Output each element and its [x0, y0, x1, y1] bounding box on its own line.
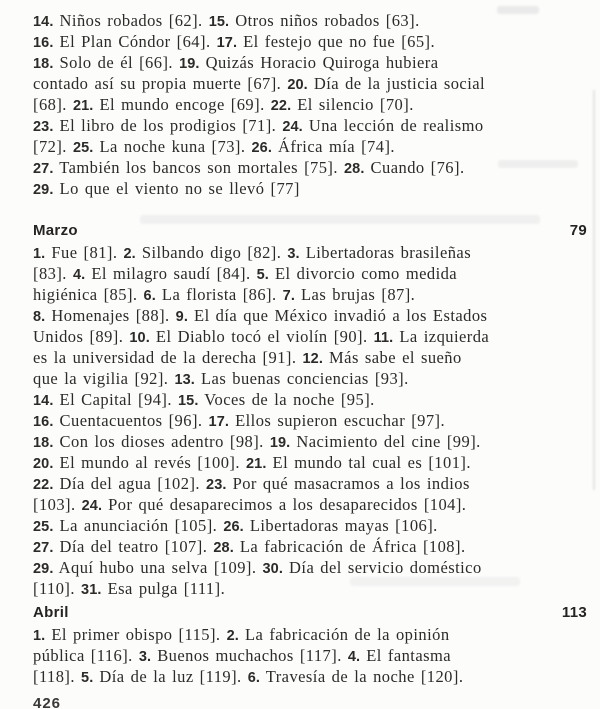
- month-page-number: 79: [569, 222, 587, 239]
- toc-content: [33, 11, 587, 709]
- toc-line: 16. El Plan Cóndor [64]. 17. El festejo que no fue [65].: [33, 32, 436, 51]
- toc-line: Unidos [89]. 10. El Diablo tocó el violín [90]. 11. La izquierda: [33, 327, 490, 346]
- toc-line: 14. El Capital [94]. 15. Voces de la noche [95].: [33, 390, 375, 409]
- month-heading-row: [33, 221, 587, 241]
- toc-line: [110]. 31. Esa pulga [111].: [33, 579, 226, 598]
- scan-artifact: [593, 90, 595, 490]
- toc-line: higiénica [85]. 6. La florista [86]. 7. Las brujas [87].: [33, 285, 416, 304]
- toc-line: 27. También los bancos son mortales [75]. 28. Cuando [76].: [33, 158, 465, 177]
- toc-line: 18. Solo de él [66]. 19. Quizás Horacio Quiroga hubiera: [33, 53, 439, 72]
- toc-line: 27. Día del teatro [107]. 28. La fabricación de África [108].: [33, 537, 466, 556]
- toc-line: es la universidad de la derecha [91]. 12. Más sabe el sueño: [33, 348, 462, 367]
- month-heading-abril: Abril: [33, 604, 69, 621]
- toc-line: 18. Con los dioses adentro [98]. 19. Nacimiento del cine [99].: [33, 432, 481, 451]
- toc-line: 29. Lo que el viento no se llevó [77]: [33, 179, 300, 198]
- toc-section-february: [33, 11, 587, 200]
- toc-line: [103]. 24. Por qué desaparecimos a los desaparecidos [104].: [33, 495, 467, 514]
- toc-line: [83]. 4. El milagro saudí [84]. 5. El divorcio como medida: [33, 264, 458, 283]
- toc-line: 22. Día del agua [102]. 23. Por qué masacramos a los indios: [33, 474, 470, 493]
- toc-line: 1. Fue [81]. 2. Silbando digo [82]. 3. Libertadoras brasileñas: [33, 243, 472, 262]
- toc-line: 29. Aquí hubo una selva [109]. 30. Día del servicio doméstico: [33, 558, 482, 577]
- month-page-number: 113: [561, 604, 587, 621]
- toc-line: 20. El mundo al revés [100]. 21. El mundo tal cual es [101].: [33, 453, 471, 472]
- toc-line: 23. El libro de los prodigios [71]. 24. Una lección de realismo: [33, 116, 484, 135]
- month-heading-row: [33, 603, 587, 623]
- toc-section-april: [33, 603, 587, 688]
- toc-line: que la vigilia [92]. 13. Las buenas conciencias [93].: [33, 369, 409, 388]
- toc-line: 14. Niños robados [62]. 15. Otros niños robados [63].: [33, 11, 420, 30]
- toc-line: 25. La anunciación [105]. 26. Libertadoras mayas [106].: [33, 516, 438, 535]
- page-folio: 426: [33, 695, 62, 709]
- toc-line: [118]. 5. Día de la luz [119]. 6. Travesía de la noche [120].: [33, 667, 464, 686]
- toc-line: 16. Cuentacuentos [96]. 17. Ellos supieron escuchar [97].: [33, 411, 446, 430]
- toc-line: 8. Homenajes [88]. 9. El día que México invadió a los Estados: [33, 306, 488, 325]
- toc-line: [68]. 21. El mundo encoge [69]. 22. El silencio [70].: [33, 95, 414, 114]
- toc-line: 1. El primer obispo [115]. 2. La fabricación de la opinión: [33, 625, 450, 644]
- month-heading-marzo: Marzo: [33, 222, 78, 239]
- toc-line: contado así su propia muerte [67]. 20. Día de la justicia social: [33, 74, 486, 93]
- toc-line: [72]. 25. La noche kuna [73]. 26. África mía [74].: [33, 137, 395, 156]
- toc-line: pública [116]. 3. Buenos muchachos [117]. 4. El fantasma: [33, 646, 452, 665]
- toc-section-march: [33, 221, 587, 600]
